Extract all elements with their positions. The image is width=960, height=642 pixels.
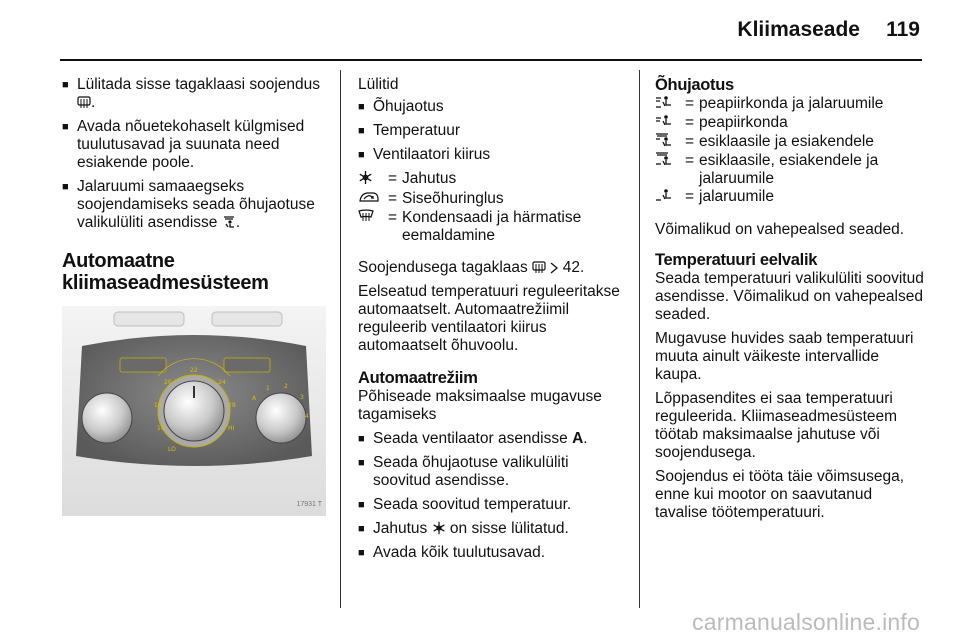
section-heading: Temperatuuri eelvalik <box>655 251 818 269</box>
section-heading: Õhujaotus <box>655 76 734 94</box>
list-item: ■ Temperatuur <box>358 122 628 140</box>
recirculation-icon <box>358 190 380 204</box>
list-item: ■ Lülitada sisse tagaklaasi soojendus . <box>62 76 326 112</box>
definition-row: = esiklaasile, esiakendele ja jalaruumile <box>655 152 925 188</box>
switches-intro: Lülitid <box>358 76 399 93</box>
dial-number: 24 <box>218 379 226 386</box>
switch-definitions <box>358 170 628 245</box>
definition-row: = Jahutus <box>358 170 628 190</box>
snowflake-icon <box>358 170 373 185</box>
rear-window-heater-icon <box>77 96 91 109</box>
dial-number: A <box>252 395 257 402</box>
dial-number: 28 <box>228 402 236 409</box>
control-panel-illustration <box>62 306 326 516</box>
climate-control-panel-figure <box>62 306 326 516</box>
watermark: carmanualsonline.info <box>692 609 920 635</box>
paragraph: Võimalikud on vahepealsed seaded. <box>655 221 905 238</box>
windscreen-head-feet-icon <box>655 152 673 166</box>
steps-list <box>358 430 628 562</box>
page-header <box>0 0 960 62</box>
column-2 <box>358 76 628 568</box>
bullet-list <box>62 76 326 232</box>
dial-number: 1 <box>266 385 270 392</box>
column-divider <box>340 70 341 608</box>
page-reference[interactable]: 42. <box>562 259 585 276</box>
list-item: ■ Avada nõuetekohaselt külgmised tuulutusavad ja suunata need esiakende poole. <box>62 118 326 172</box>
list-item: ■ Jahutus on sisse lülitatud. <box>358 520 628 538</box>
snowflake-icon <box>432 521 446 535</box>
section-heading: Automaatne kliimaseadmesüsteem <box>62 250 269 294</box>
page-number: 119 <box>886 18 920 41</box>
dial-number: 4 <box>305 413 309 420</box>
list-item: ■ Seada soovitud temperatuur. <box>358 496 628 514</box>
column-divider <box>639 70 640 608</box>
list-item: ■ Avada kõik tuulutusavad. <box>358 544 628 562</box>
windscreen-feet-icon <box>222 215 236 229</box>
header-rule <box>60 59 922 61</box>
section-heading: Automaatrežiim <box>358 369 478 387</box>
head-icon <box>655 114 673 128</box>
list-item: ■ Seada õhujaotuse valikulüliti soovitud asendisse. <box>358 454 628 490</box>
paragraph: Lõppasendites ei saa temperatuuri reguleerida. Kliimaseadmesüsteem töötab maksimaalse jahutuse või soojendusega. <box>655 390 898 461</box>
defrost-icon <box>358 209 374 223</box>
dial-number: 18 <box>154 402 162 409</box>
definition-row: = peapiirkonda <box>655 114 925 133</box>
paragraph: Mugavuse huvides saab temperatuuri muuta ainult väikeste intervallide kaupa. <box>655 330 914 383</box>
dial-number: 22 <box>190 367 198 374</box>
page-reference-icon <box>550 262 558 274</box>
paragraph: Soojendus ei tööta täie võimsusega, enne kui mootor on saavutanud tavalise töötemperatuuri. <box>655 468 905 521</box>
definition-row: = peapiirkonda ja jalaruumile <box>655 95 925 114</box>
list-item: ■ Õhujaotus <box>358 98 628 116</box>
dial-number: 3 <box>300 394 304 401</box>
windscreen-head-icon <box>655 133 673 147</box>
dial-number: 20 <box>164 379 172 386</box>
column-3 <box>655 76 925 528</box>
column-1 <box>62 76 326 516</box>
list-item: ■ Ventilaatori kiirus <box>358 146 628 164</box>
list-item: ■ Seada ventilaator asendisse A. <box>358 430 628 448</box>
dial-number: 16 <box>157 425 165 432</box>
dial-number: LO <box>168 446 176 453</box>
paragraph: Seada temperatuuri valikulüliti soovitud asendisse. Võimalikud on vahepealsed seaded. <box>655 270 924 323</box>
dial-number: 2 <box>284 383 288 390</box>
definition-row: = jalaruumile <box>655 188 925 207</box>
list-item: ■ Jalaruumi samaaegseks soojendamiseks seada õhujaotuse valikulüliti asendisse . <box>62 178 326 232</box>
paragraph: Soojendusega tagaklaas 42. <box>358 259 585 276</box>
paragraph: Põhiseade maksimaalse mugavuse tagamiseks <box>358 388 602 423</box>
definition-row: = Siseõhuringlus <box>358 190 628 209</box>
feet-icon <box>655 188 673 202</box>
figure-code: 17931 T <box>296 501 322 508</box>
definition-row: = Kondensaadi ja härmatise eemaldamine <box>358 209 628 245</box>
definition-row: = esiklaasile ja esiakendele <box>655 133 925 152</box>
head-feet-icon <box>655 95 673 109</box>
switch-list <box>358 98 628 164</box>
air-distribution-definitions <box>655 95 925 207</box>
page-title: Kliimaseade <box>737 18 860 41</box>
dial-number: HI <box>228 425 235 432</box>
rear-window-heater-icon <box>532 261 546 274</box>
paragraph: Eelseatud temperatuuri reguleeritakse automaatselt. Automaatrežiimil reguleerib ventilaatori kiirus automaatselt õhuvoolu. <box>358 283 620 354</box>
